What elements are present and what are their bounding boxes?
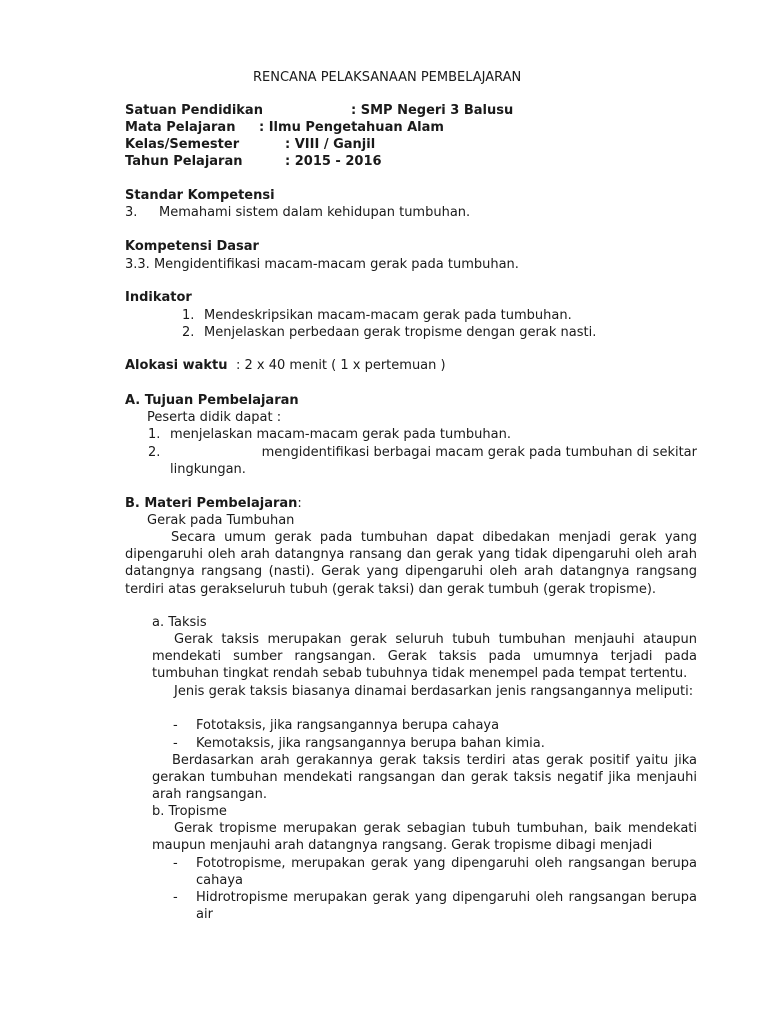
alokasi-label: Alokasi waktu [125,358,228,373]
tujuan-num-1: 1. [148,427,161,442]
tujuan-num-2: 2. [148,445,161,460]
standar-heading: Standar Kompetensi [125,188,275,203]
subject-value: : Ilmu Pengetahuan Alam [259,120,444,135]
taksis-bullet-dash-2: - [173,736,178,751]
taksis-paragraph-3: Berdasarkan arah gerakannya gerak taksis terdiri atas gerak positif yaitu jika gerakan tumbuhan mendekati rangsangan dan gerak taksis negatif jika menjauhi arah rangsangan. [152,753,697,803]
tropisme-bullet-2: Hidrotropisme merupakan gerak yang dipengaruhi oleh rangsangan berupa air [196,890,697,923]
materi-heading: B. Materi Pembelajaran [125,496,298,511]
materi-heading-line [125,495,302,512]
taksis-paragraph-1: Gerak taksis merupakan gerak seluruh tubuh tumbuhan menjauhi ataupun mendekati sumber rangsangan. Gerak taksis pada umumnya terjadi pada tumbuhan tingkat rendah sebab tubuhnya tidak menempel pada tempat tertentu. [152,632,697,682]
tropisme-bullet-1: Fototropisme, merupakan gerak yang dipengaruhi oleh rangsangan berupa cahaya [196,856,697,889]
taksis-bullet-dash-1: - [173,718,178,733]
kompetensi-heading: Kompetensi Dasar [125,239,259,254]
kompetensi-text: 3.3. Mengidentifikasi macam-macam gerak pada tumbuhan. [125,257,519,272]
year-value: : 2015 - 2016 [285,154,382,169]
alokasi-value: : 2 x 40 menit ( 1 x pertemuan ) [236,358,446,373]
taksis-label: a. Taksis [152,615,207,630]
materi-intro-paragraph: Secara umum gerak pada tumbuhan dapat dibedakan menjadi gerak yang dipengaruhi oleh arah datangnya ransang dan gerak yang tidak dipengaruhi oleh arah datangnya rangsang (nasti). Gerak yang dipengaruhi oleh arah datangnya rangsang terdiri atas gerakseluruh tubuh (gerak taksi) dan gerak tumbuh (gerak tropisme). [125,530,697,597]
tujuan-intro: Peserta didik dapat : [147,410,282,425]
indikator-text-1: Mendeskripsikan macam-macam gerak pada tumbuhan. [204,308,572,323]
school-value: : SMP Negeri 3 Balusu [351,103,514,118]
taksis-bullet-2: Kemotaksis, jika rangsangannya berupa bahan kimia. [196,736,545,751]
tropisme-bullet-dash-1: - [173,856,178,871]
tujuan-text-2: mengidentifikasi berbagai macam gerak pada tumbuhan di sekitar [261,445,697,460]
standar-text: Memahami sistem dalam kehidupan tumbuhan. [159,205,471,220]
tujuan-text-2-cont: lingkungan. [170,462,246,477]
indikator-num-2: 2. [182,325,195,340]
indikator-num-1: 1. [182,308,195,323]
year-label: Tahun Pelajaran [125,154,243,169]
tujuan-text-1: menjelaskan macam-macam gerak pada tumbuhan. [170,427,511,442]
class-label: Kelas/Semester [125,137,240,152]
school-label: Satuan Pendidikan [125,103,263,118]
tropisme-bullet-dash-2: - [173,890,178,905]
subject-label: Mata Pelajaran [125,120,236,135]
standar-number: 3. [125,205,138,220]
taksis-bullet-1: Fototaksis, jika rangsangannya berupa cahaya [196,718,500,733]
tropisme-paragraph-1: Gerak tropisme merupakan gerak sebagian tubuh tumbuhan, baik mendekati maupun menjauhi arah datangnya rangsang. Gerak tropisme dibagi menjadi [152,821,697,854]
taksis-paragraph-2: Jenis gerak taksis biasanya dinamai berdasarkan jenis rangsangannya meliputi: [174,684,694,699]
materi-subheading: Gerak pada Tumbuhan [147,513,295,528]
indikator-heading: Indikator [125,290,192,305]
indikator-text-2: Menjelaskan perbedaan gerak tropisme dengan gerak nasti. [204,325,597,340]
document-title: RENCANA PELAKSANAAN PEMBELAJARAN [253,70,522,85]
materi-heading-colon: : [297,496,302,511]
tropisme-label: b. Tropisme [152,804,227,819]
class-value: : VIII / Ganjil [285,137,376,152]
tujuan-heading: A. Tujuan Pembelajaran [125,393,299,408]
